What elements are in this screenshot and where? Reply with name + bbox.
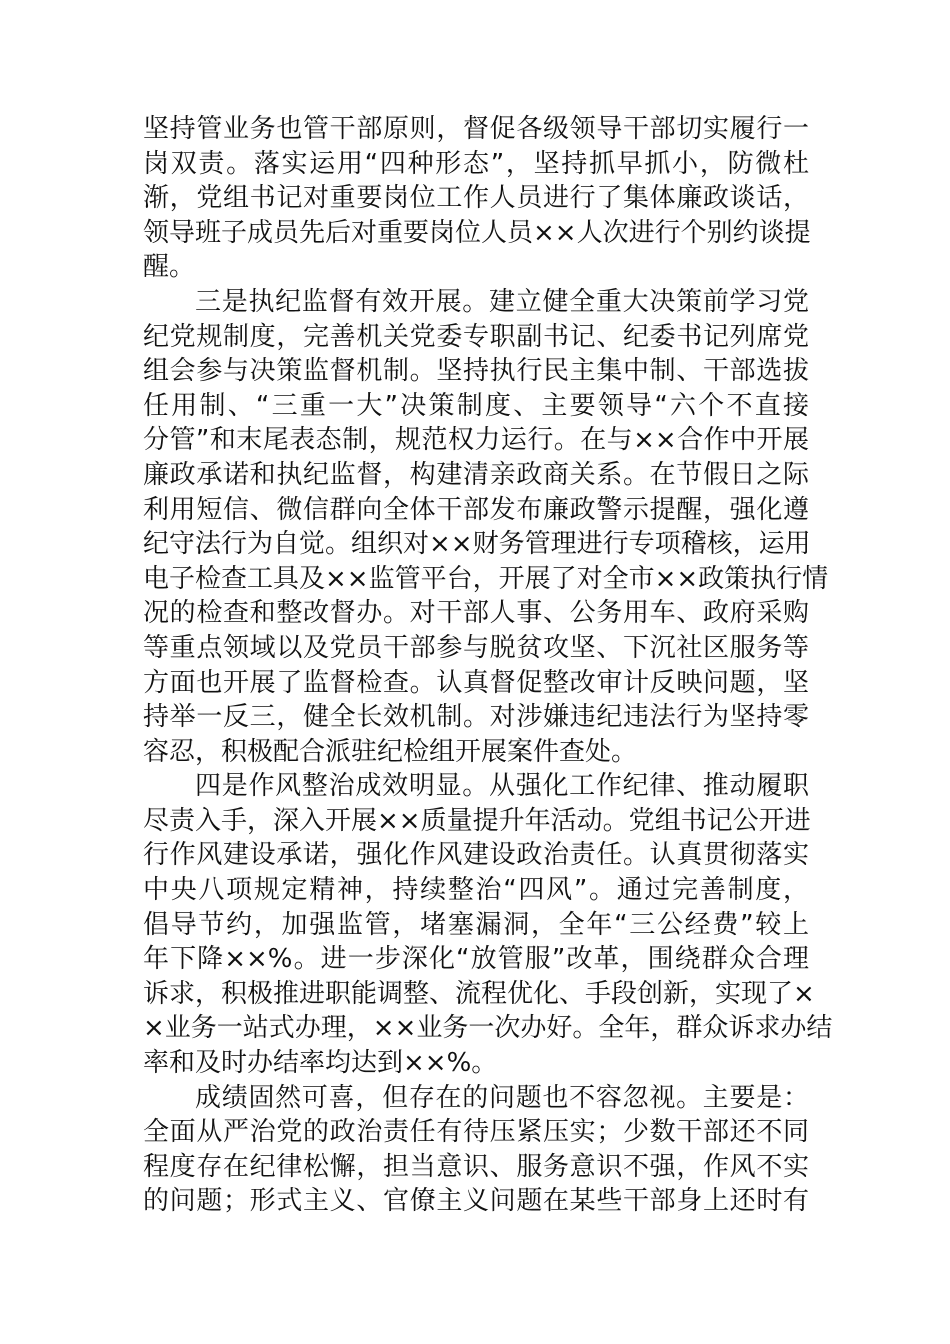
text-line: 况的检查和整改督办。对干部人事、公务用车、政府采购 (143, 598, 809, 629)
text-line: 年下降××%。进一步深化“放管服”改革，围绕群众合理 (143, 944, 809, 975)
document-body (143, 112, 833, 1219)
paragraph-4 (143, 1081, 809, 1219)
text-line: 倡导节约，加强监管，堵塞漏洞，全年“三公经费”较上 (143, 909, 809, 940)
text-line: 尽责入手，深入开展××质量提升年活动。党组书记公开进 (143, 805, 811, 836)
text-line: 领导班子成员先后对重要岗位人员××人次进行个别约谈提 (143, 217, 811, 248)
text-line: 四是作风整治成效明显。从强化工作纪律、推动履职 (195, 771, 809, 802)
text-line: 纪党规制度，完善机关党委专职副书记、纪委书记列席党 (143, 321, 809, 352)
paragraph-3 (143, 769, 833, 1080)
text-line: 率和及时办结率均达到××%。 (143, 1048, 498, 1079)
text-line: 岗双责。落实运用“四种形态”，坚持抓早抓小，防微杜 (143, 148, 809, 179)
text-line: 持举一反三，健全长效机制。对涉嫌违纪违法行为坚持零 (143, 702, 809, 733)
text-line: 三是执纪监督有效开展。建立健全重大决策前学习党 (195, 286, 809, 317)
text-line: 分管”和末尾表态制，规范权力运行。在与××合作中开展 (143, 425, 809, 456)
text-line: 渐，党组书记对重要岗位工作人员进行了集体廉政谈话， (143, 183, 809, 214)
text-line: 程度存在纪律松懈，担当意识、服务意识不强，作风不实 (143, 1151, 809, 1182)
text-line: 纪守法行为自觉。组织对××财务管理进行专项稽核，运用 (143, 529, 811, 560)
text-line: 等重点领域以及党员干部参与脱贫攻坚、下沉社区服务等 (143, 632, 809, 663)
text-line: 成绩固然可喜，但存在的问题也不容忽视。主要是： (195, 1082, 809, 1113)
text-line: 全面从严治党的政治责任有待压紧压实；少数干部还不同 (143, 1117, 809, 1148)
paragraph-2 (143, 285, 829, 769)
text-line: ×业务一站式办理，××业务一次办好。全年，群众诉求办结 (143, 1013, 833, 1044)
text-line: 利用短信、微信群向全体干部发布廉政警示提醒，强化遵 (143, 494, 809, 525)
text-line: 的问题；形式主义、官僚主义问题在某些干部身上还时有 (143, 1186, 809, 1217)
text-line: 中央八项规定精神，持续整治“四风”。通过完善制度， (143, 875, 809, 906)
text-line: 行作风建设承诺，强化作风建设政治责任。认真贯彻落实 (143, 840, 809, 871)
text-line: 坚持管业务也管干部原则，督促各级领导干部切实履行一 (143, 114, 809, 144)
text-line: 电子检查工具及××监管平台，开展了对全市××政策执行情 (143, 563, 829, 594)
text-line: 廉政承诺和执纪监督，构建清亲政商关系。在节假日之际 (143, 459, 809, 490)
text-line: 任用制、“三重一大”决策制度、主要领导“六个不直接 (143, 390, 809, 421)
text-line: 容忍，积极配合派驻纪检组开展案件查处。 (143, 736, 638, 767)
text-line: 诉求，积极推进职能调整、流程优化、手段创新，实现了× (143, 978, 815, 1009)
text-line: 组会参与决策监督机制。坚持执行民主集中制、干部选拔 (143, 356, 809, 387)
text-line: 醒。 (143, 252, 196, 283)
text-line: 方面也开展了监督检查。认真督促整改审计反映问题，坚 (143, 667, 809, 698)
paragraph-1 (143, 112, 809, 285)
